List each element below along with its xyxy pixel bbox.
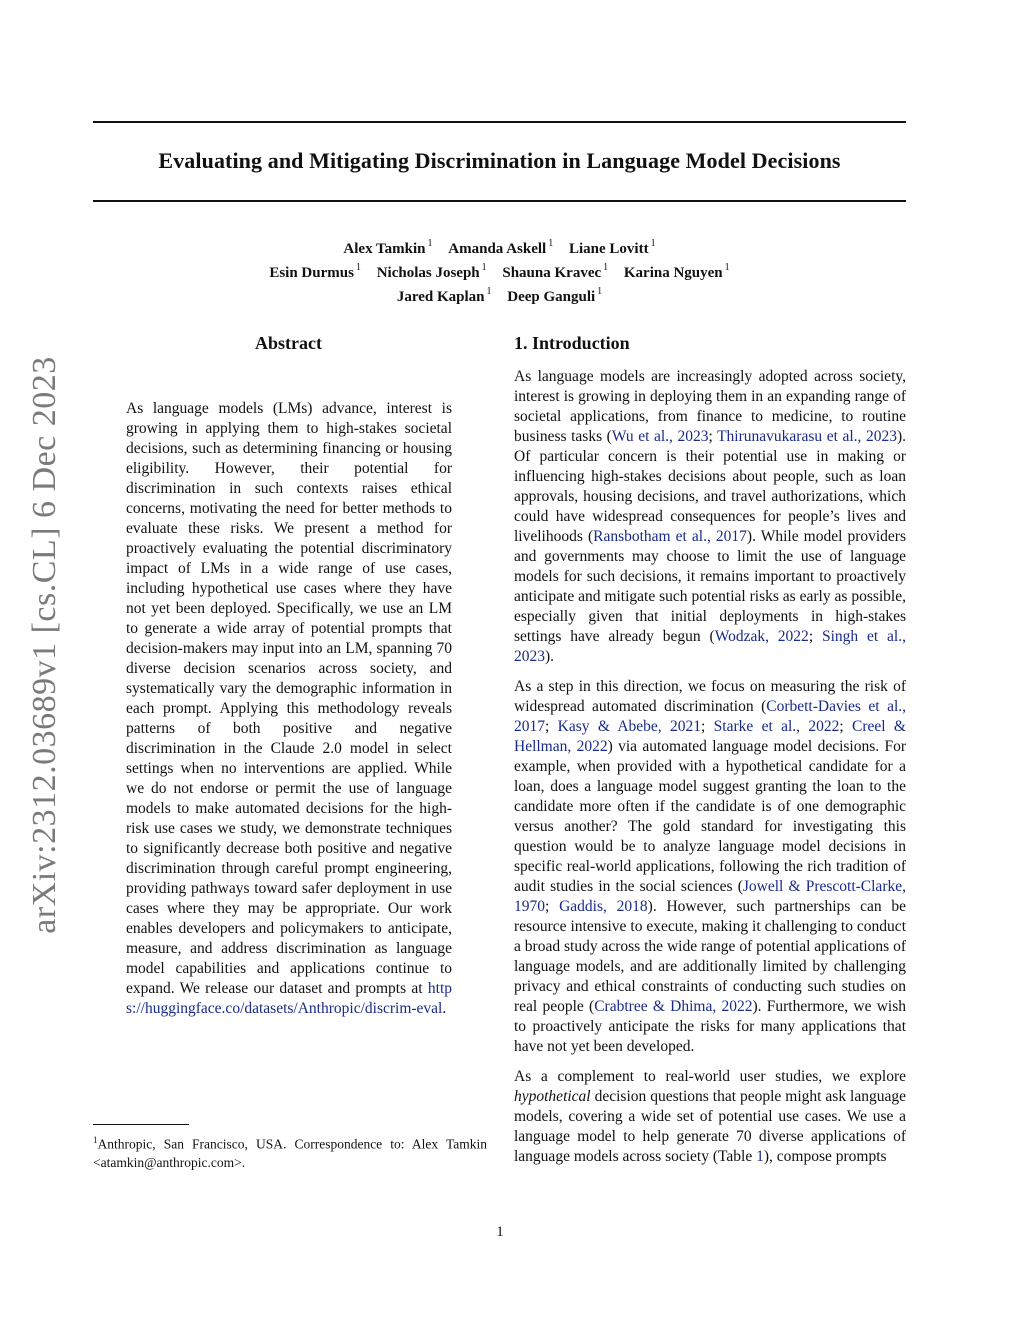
page-number: 1 — [496, 1224, 504, 1240]
abstract-heading: Abstract — [255, 333, 322, 353]
introduction-body — [514, 367, 906, 1177]
title-rule-top — [93, 121, 906, 123]
citation-link[interactable]: Jowell & Prescott-Clarke, 1970 — [514, 878, 906, 915]
author: Esin Durmus $^1$ — [269, 262, 361, 281]
citation-link[interactable]: Singh et al., 2023 — [514, 628, 906, 665]
citation-link[interactable]: Starke et al., 2022 — [713, 718, 840, 735]
author: Alex Tamkin $^1$ — [343, 238, 433, 257]
footnote-marker: 1 — [93, 1135, 98, 1145]
footnote-rule — [93, 1124, 189, 1125]
author: Shauna Kravec $^1$ — [502, 262, 609, 281]
footnote — [93, 1131, 487, 1172]
citation-link[interactable]: Wodzak, 2022 — [714, 628, 809, 645]
citation-link[interactable]: Gaddis, 2018 — [559, 898, 648, 915]
intro-paragraph-3: As a complement to real-world user studies, we explore hypothetical decision questions that people might ask language models, covering a wide set of potential use cases. We use a language model to help generate 70 diverse applications of language models across society (Table 1), compose prompts — [514, 1068, 906, 1165]
author-line-2 — [93, 259, 906, 283]
intro-paragraph-2: As a step in this direction, we focus on measuring the risk of widespread automated discrimination (Corbett-Davies et al., 2017; Kasy & Abebe, 2021; Starke et al., 2022; Creel & Hellman, 2022) via automated language model decisions. For example, when provided with a hypothetical candidate for a loan, does a language model suggest granting the loan to the candidate more often if the candidate is of one demographic versus another? The gold standard for investigating this question would be to analyze language model decisions in specific real-world applications, following the rich tradition of audit studies in the social sciences (Jowell & Prescott-Clarke, 1970; Gaddis, 2018). However, such partnerships can be resource intensive to execute, making it challenging to conduct a broad study across the wide range of potential applications of language models, and are additionally limited by challenging privacy and ethical constraints of conducting such studies on real people (Crabtree & Dhima, 2022). Furthermore, we wish to proactively anticipate the risks for many applications that have not yet been developed. — [514, 678, 906, 1055]
author: Jared Kaplan $^1$ — [396, 286, 492, 305]
author: Liane Lovitt $^1$ — [568, 238, 656, 257]
intro-paragraph-1: As language models are increasingly adopted across society, interest is growing in deploying them in an expanding range of societal applications, from finance to medicine, to routine business tasks (Wu et al., 2023; Thirunavukarasu et al., 2023). Of particular concern is their potential use in making or influencing high-stakes decisions about people, such as loan approvals, housing decisions, and travel authorizations, which could have widespread consequences for people’s lives and livelihoods (Ransbotham et al., 2017). While model providers and governments may choose to limit the use of language models for such decisions, it remains important to proactively anticipate and mitigate such potential risks as early as possible, especially given that initial deployments in high-stakes settings have already begun (Wodzak, 2022; Singh et al., 2023). — [514, 368, 907, 665]
title-rule-bottom — [93, 200, 906, 202]
author: Deep Ganguli $^1$ — [507, 286, 603, 305]
arxiv-identifier-stamp: arXiv:2312.03689v1 [cs.CL] 6 Dec 2023 — [26, 356, 63, 934]
abstract-body: As language models (LMs) advance, interest is growing in applying them to high-stakes societal decisions, such as determining financing or housing eligibility. However, their potential for discrimination in such contexts raises ethical concerns, motivating the need for better methods to evaluate these risks. We present a method for proactively evaluating the potential discriminatory impact of LMs in a wide range of use cases, including hypothetical use cases where they have not yet been deployed. Specifically, we use an LM to generate a wide array of potential prompts that decision-makers may input into an LM, spanning 70 diverse decision scenarios across society, and systematically vary the demographic information in each prompt. Applying this methodology reveals patterns of both positive and negative discrimination in the Claude 2.0 model in select settings when no interventions are applied. While we do not endorse or permit the use of language models to make automated decisions for the high-risk use cases we study, we demonstrate techniques to significantly decrease both positive and negative discrimination through careful prompt engineering, providing pathways toward safer deployment in use cases where they may be appropriate. Our work enables developers and policymakers to anticipate, measure, and address discrimination as language model capabilities and applications continue to expand. We release our dataset and prompts at https://huggingface.co/datasets/Anthropic/discrim-eval. — [126, 400, 453, 1017]
author: Nicholas Joseph $^1$ — [376, 262, 487, 281]
citation-link[interactable]: Kasy & Abebe, 2021 — [557, 718, 702, 735]
paper-title: Evaluating and Mitigating Discrimination in Language Model Decisions — [158, 148, 841, 173]
citation-link[interactable]: Crabtree & Dhima, 2022 — [594, 998, 753, 1015]
author-line-1 — [93, 235, 906, 259]
footnote-text: Anthropic, San Francisco, USA. Correspondence to: Alex Tamkin <atamkin@anthropic.com>. — [93, 1136, 487, 1170]
author-line-3 — [93, 283, 906, 307]
author-list — [93, 235, 906, 307]
citation-link[interactable]: Wu et al., 2023 — [611, 428, 709, 445]
table-reference-link[interactable]: 1 — [756, 1148, 764, 1165]
citation-link[interactable]: Thirunavukarasu et al., 2023 — [717, 428, 897, 445]
citation-link[interactable]: Corbett-Davies et al., 2017 — [514, 698, 906, 735]
dataset-link[interactable]: https://huggingface.co/datasets/Anthropic/discrim-eval — [126, 980, 453, 1017]
introduction-heading: 1. Introduction — [514, 333, 630, 353]
citation-link[interactable]: Ransbotham et al., 2017 — [593, 528, 747, 545]
author: Karina Nguyen $^1$ — [623, 262, 730, 281]
citation-link[interactable]: Creel & Hellman, 2022 — [514, 718, 906, 755]
abstract-text: As language models (LMs) advance, interest is growing in applying them to high-stakes societal decisions, such as determining financing or housing eligibility. However, their potential for discrimination in such contexts raises ethical concerns, motivating the need for better methods to evaluate these risks. We present a method for proactively evaluating the potential discriminatory impact of LMs in a wide range of use cases, including hypothetical use cases where they have not yet been deployed. Specifically, we use an LM to generate a wide array of potential prompts that decision-makers may input into an LM, spanning 70 diverse decision scenarios across society, and systematically vary the demographic information in each prompt. Applying this methodology reveals patterns of both positive and negative discrimination in the Claude 2.0 model in select settings when no interventions are applied. While we do not endorse or permit the use of language models to make automated decisions for the high-risk use cases we study, we demonstrate techniques to significantly decrease both positive and negative discrimination through careful prompt engineering, providing pathways toward safer deployment in use cases where they may be appropriate. Our work enables developers and policymakers to anticipate, measure, and address discrimination as language model capabilities and applications continue to expand. We release our dataset and prompts at — [126, 400, 452, 997]
author: Amanda Askell $^1$ — [448, 238, 554, 257]
